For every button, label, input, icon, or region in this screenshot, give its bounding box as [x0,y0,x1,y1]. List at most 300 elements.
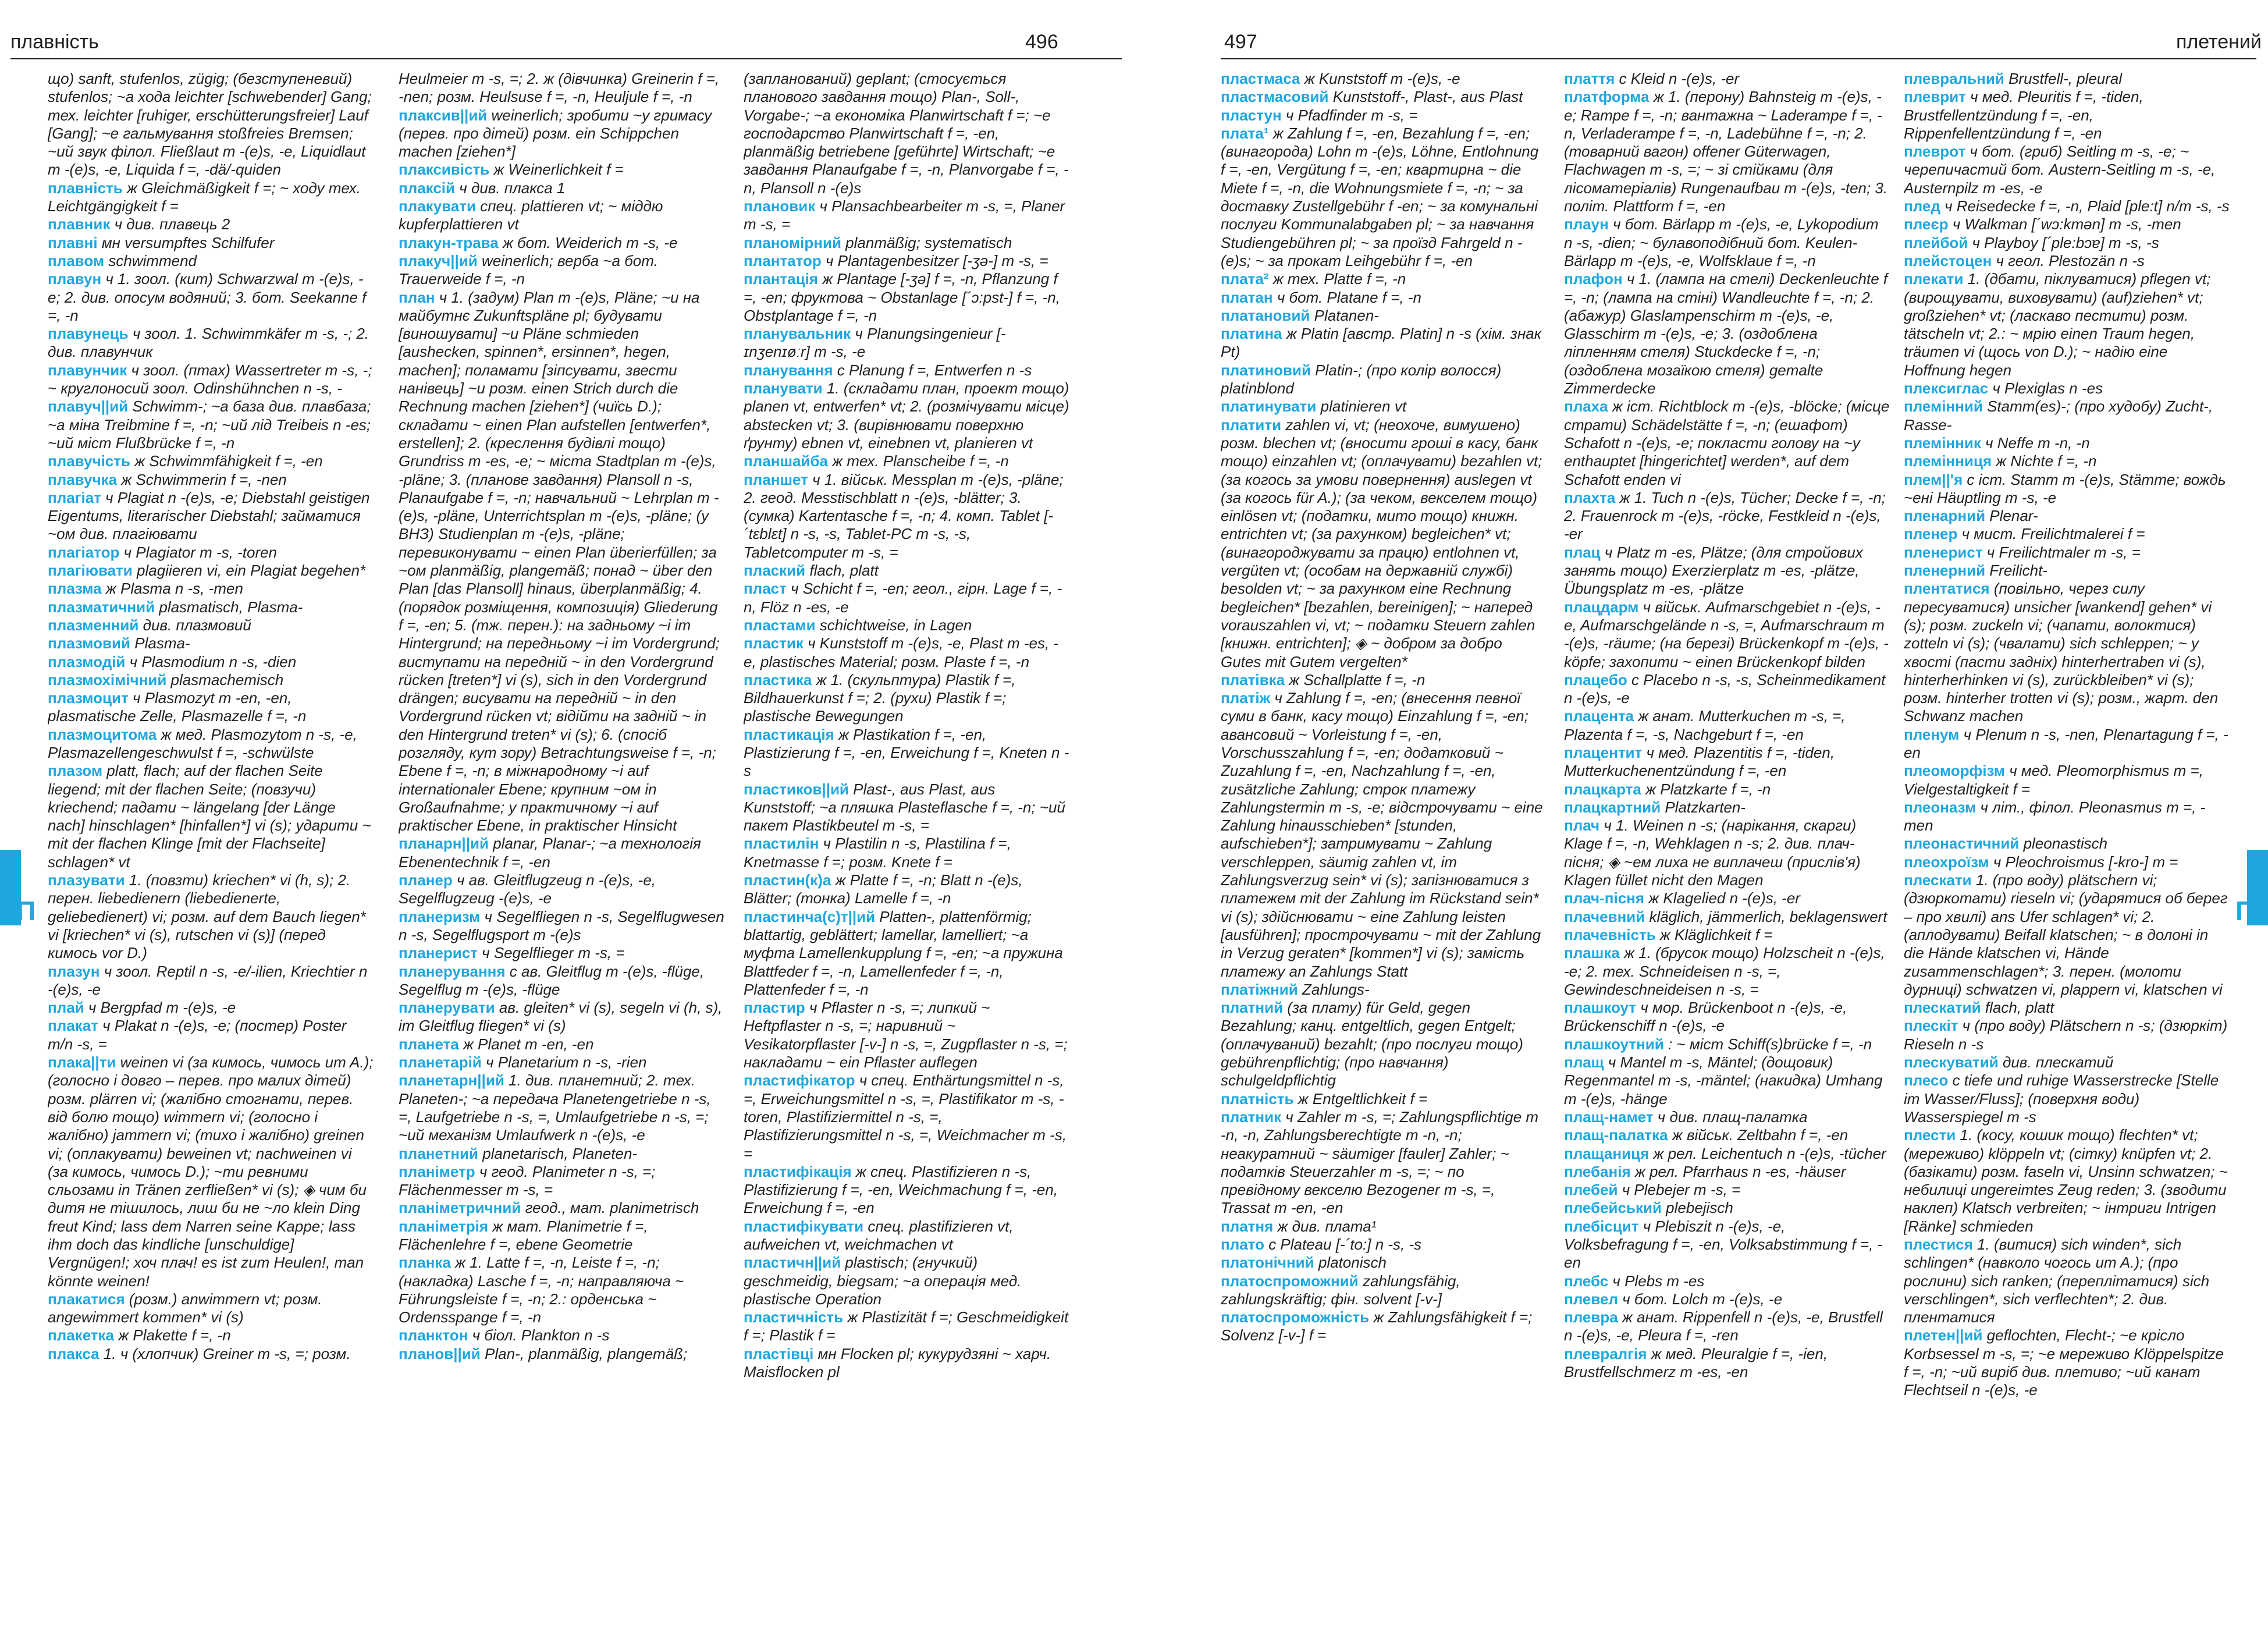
entry-headword: плентатися [1904,580,1990,598]
dictionary-entry [1564,544,1890,598]
dictionary-entry [1564,1126,1890,1144]
dictionary-entry [399,1163,724,1200]
dictionary-entry [1221,70,1547,88]
dictionary-entry [1564,926,1890,944]
dictionary-entry [744,580,1069,616]
entry-headword: платформа [1564,88,1650,106]
dictionary-entry [1221,125,1547,270]
entry-headword: пленерист [1904,543,1983,561]
entry-translation: ч Pleochroismus [-kro-] m = [1993,853,2178,871]
entry-translation: ж 1. Tuch n -(e)s, Tücher; Decke f =, -n; 2. Frauenrock m -(e)s, -röcke, Festkleid n -(e)s, -er [1564,488,1886,543]
entry-translation: 1. ч (хлопчик) Greiner m -s, =; розм. [103,1344,351,1362]
entry-headword: платіжний [1221,980,1298,998]
entry-translation: ж Plastizität f =; Geschmeidigkeit f =; Plastik f = [744,1308,1069,1344]
right-column-2 [1564,70,1890,1635]
dictionary-entry [1564,398,1890,488]
entry-translation: flach, platt [809,562,879,580]
dictionary-entry [1221,689,1547,981]
entry-translation: ч зоол. 1. Schwimmkäfer m -s, -; 2. див. плавунчик [48,325,369,361]
entry-translation: ч Plansachbearbeiter m -s, =, Planer m -s, = [744,197,1065,233]
entry-headword: платоспроможний [1221,1272,1359,1290]
dictionary-entry [744,1345,1069,1382]
entry-headword: пленум [1904,725,1960,743]
dictionary-entry [1564,88,1890,215]
entry-headword: платівка [1221,670,1285,689]
dictionary-entry [1904,471,2230,508]
dictionary-entry [1564,1181,1890,1199]
entry-translation: Platanen- [1314,306,1379,324]
dictionary-entry [48,234,374,252]
entry-translation: ч Plastilin n -s, Plastilina f =, Knetmasse f =; розм. Knete f = [744,835,1011,871]
dictionary-entry [48,871,374,962]
entry-translation: ж Plasma n -s, -men [105,580,243,598]
entry-headword: плай [48,999,84,1017]
dictionary-entry [48,252,374,270]
dictionary-entry [48,179,374,216]
entry-translation: ч Planungsingenieur [-ɪnʒenɪøːr] m -s, -e [744,325,1006,361]
entry-translation: с Plateau [-´to:] n -s, -s [1268,1236,1422,1253]
dictionary-entry [1564,598,1890,671]
dictionary-entry [1564,1108,1890,1126]
entry-translation: ч Plebiszit n -(e)s, -e, Volksbefragung f =, -en, Volksabstimmung f =, -en [1564,1217,1883,1272]
entry-translation: Brustfell-, pleural [2009,70,2123,87]
entry-translation: ч Bergpfad m -(e)s, -e [88,999,236,1017]
entry-headword: плавучість [48,452,130,470]
dictionary-entry [48,270,374,325]
entry-headword: плаха [1564,398,1608,416]
entry-headword: планшайба [744,452,829,470]
entry-translation: ч Plebs m -es [1612,1272,1705,1290]
entry-translation: ч Neffe m -n, -n [1985,434,2090,452]
entry-headword: плавуч||ий [48,398,129,416]
entry-translation: ч Kunststoff m -(e)s, -e, Plast m -es, -e, plastisches Material; розм. Plaste f =, -n [744,634,1059,670]
dictionary-entry [744,616,1069,634]
entry-headword: плейстоцен [1904,251,1992,269]
dictionary-entry [744,671,1069,726]
entry-translation: ав. gleiten* vi (s), segeln vi (h, s), im Gleitflug fliegen* vi (s) [399,999,723,1035]
entry-headword: плакетка [48,1326,115,1344]
dictionary-entry [1904,507,2230,525]
entry-headword: планшет [744,470,808,488]
entry-translation: ж Schwimmerin f =, -nen [121,470,287,488]
dictionary-entry [1904,434,2230,452]
dictionary-entry [1904,562,2230,580]
entry-translation: ж анат. Rippenfell n -(e)s, -e, Brustfell n -(e)s, -e, Pleura f =, -ren [1564,1308,1883,1344]
entry-translation: Plast-, aus Plast, aus Kunststoff; ~а пляшка Plasteflasche f =, -n; ~ий пакет Plastikbeutel m -s, = [744,780,1065,835]
entry-translation: ч спец. Enthärtungsmittel n -s, =, Erweichungsmittel n -s, =, Plastifikator m -s, -toren, Plastifiziermittel n -s, =, Plastifizierungsmittel n -s, =, Weichmacher m -s, = [744,1071,1067,1162]
entry-headword: пластичн||ий [744,1254,841,1272]
dictionary-entry [1904,452,2230,470]
entry-headword: плаття [1564,70,1615,87]
entry-translation: plasmatisch, Plasma- [159,598,303,616]
entry-headword: плебей [1564,1181,1618,1199]
entry-translation: Platten-, plattenförmig; blattartig, geblättert; lamellar, lamelliert; ~а муфта Lamellenkupplung f =, -en; ~а пружина Blattfeder f =, -n, Lamellenfeder f =, -n, Plattenfeder f =, -n [744,907,1063,998]
entry-translation: ж Planet m -en, -en [463,1035,594,1053]
entry-headword: пластинча(с)т||ий [744,907,876,925]
entry-headword: плекати [1904,270,1964,288]
entry-translation: ч див. плавець 2 [114,215,230,233]
entry-headword: планктон [399,1326,468,1344]
dictionary-entry [1564,1290,1890,1308]
dictionary-entry [48,598,374,616]
entry-translation: plasmachemisch [170,670,284,689]
entry-translation: ч мед. Plazentitis f =, -tiden, Mutterkuchenentzündung f =, -en [1564,743,1835,780]
entry-headword: плачевний [1564,907,1645,925]
entry-translation: Schwimm-; ~а база див. плавбаза; ~а міна Treibmine f =, -n; ~ий лід Treibeis n -es; ~ий міст Flußbrücke f =, -n [48,398,371,452]
entry-headword: плеоморфізм [1904,762,2006,780]
entry-translation: що) sanft, stufenlos, zügig; (безступеневий) stufenlos; ~а хода leichter [schwebender] Gang; тех. leichter [ruhiger, erschütterungsfreier] Lauf [Gang]; ~е гальмування stoßfreies Bremsen; ~ий звук філол. Fließlaut m -(e)s, -e, Liquidlaut m -(e)s, -e, Liquida f =, -dä/-quiden [48,70,372,179]
dictionary-entry [744,361,1069,379]
dictionary-entry [744,270,1069,325]
entry-translation: с іст. Stamm m -(e)s, Stämme; вождь ~ені Häuptling m -s, -e [1904,470,2226,506]
entry-headword: плавні [48,233,98,251]
dictionary-entry [744,780,1069,835]
entry-translation: ж Plastikation f =, -en, Plastizierung f =, -en, Erweichung f =, Kneten n -s [744,725,1069,780]
dictionary-entry [48,1290,374,1327]
dictionary-entry [48,1017,374,1053]
entry-translation: 1. (витися) sich winden*, sich schlingen* (навколо чогось um A.); (про рослини) sich ranken; (переплітатися) sich verschlingen*, sich verflechten*; 2. див. плентатися [1904,1236,2210,1326]
dictionary-entry [1904,1126,2230,1236]
right-column-3 [1904,70,2230,1635]
dictionary-entry [48,452,374,470]
dictionary-entry [1904,1326,2230,1399]
entry-translation: ж Schwimmfähigkeit f =, -en [134,452,323,470]
entry-translation: ч Pfadfinder m -s, = [1285,106,1418,124]
entry-headword: плантатор [744,251,822,269]
entry-translation: ч див. плащ-палатка [1657,1108,1808,1126]
dictionary-entry [1221,416,1547,671]
entry-headword: плебісцит [1564,1217,1639,1235]
entry-headword: плацебо [1564,670,1627,689]
dictionary-entry [744,379,1069,452]
entry-translation: ж 1. Latte f =, -n, Leiste f =, -n; (накладка) Lasche f =, -n; направляюча ~ Führungsleiste f =, -n; 2.: орденська ~ Ordensspange f =, -n [399,1254,684,1326]
entry-headword: плацента [1564,707,1634,725]
entry-translation: ч Walkman [´wɔ:kmən] m -s, -men [1952,215,2181,233]
entry-headword: плато [1221,1236,1264,1253]
dictionary-entry [1904,1053,2230,1071]
entry-headword: плагіат [48,488,101,506]
dictionary-entry [399,289,724,835]
dictionary-entry [744,726,1069,780]
entry-translation: ч Plagiat n -(e)s, -e; Diebstahl geistigen Eigentums, literarischer Diebstahl; займатися ~ом див. плагіювати [48,488,370,543]
entry-translation: Plasma- [134,634,190,652]
entry-translation: (запланований) geplant; (стосується планового завдання тощо) Plan-, Soll-, Vorgabe-; ~а економіка Planwirtschaft f =; ~е господарство Planwirtschaft f =, -en, planmäßig betriebene [geführte] Wirtschaft; ~е завдання Planaufgabe f =, -n, Planvorgabe f =, -n, Plansoll n -(e)s [744,70,1069,197]
entry-translation: ч Plasmozyt m -en, -en, plasmatische Zelle, Plasmazelle f =, -n [48,689,307,725]
entry-translation: с tiefe und ruhige Wasserstrecke [Stelle im Wasser/Fluss]; (поверхня води) Wasserspiegel m -s [1904,1071,2219,1126]
entry-headword: плавунець [48,325,129,343]
entry-translation: ч геол. Plestozän n -s [1996,251,2145,269]
dictionary-entry [1564,1308,1890,1345]
entry-translation: zahlen vi, vt; (неохоче, вимушено) розм. blechen vt; (вносити гроші в касу, банк тощо) einzahlen vt; (оплачувати) bezahlen vt; (за когось за умови повернення) auslegen vt (за когось für A.); (за чеком, векселем тощо) einlösen vt; (податки, мито тощо) книжн. entrichten vt; (за рахунком) begleichen* vt; (винагороджувати за працю) entlohnen vt, vergüten vt; (особам на державній службі) besolden vt; ~ за рахунком eine Rechnung begleichen* [bezahlen, bereinigen]; ~ наперед vorauszahlen vi, vt; ~ податки Steuern zahlen [книжн. entrichten]; ◈ ~ добром за добро Gutes mit Gutem vergelten* [1221,416,1542,670]
entry-translation: с Kleid n -(e)s, -er [1619,70,1740,87]
dictionary-entry [1221,1272,1547,1309]
entry-translation: ч Plexiglas n -es [1992,379,2103,398]
dictionary-entry [1564,671,1890,708]
entry-headword: платоспроможність [1221,1308,1370,1326]
entry-translation: мн Flocken pl; кукурудзяні ~ харч. Maisflocken pl [744,1344,1051,1381]
entry-translation: с ав. Gleitflug m -(e)s, -flüge, Segelflug m -(e)s, -flüge [399,962,705,998]
dictionary-entry [1221,88,1547,106]
entry-translation: ч військ. Aufmarschgebiet n -(e)s, -e, Aufmarschgelände n -s, =, Aufmarschraum m -(e)s, -räume; (на березі) Brückenkopf m -(e)s, -köpfe; захопити ~ einen Brückenkopf bilden [1564,598,1889,670]
entry-translation: с Placebo n -s, -s, Scheinmedikament n -(e)s, -e [1564,670,1886,707]
dictionary-entry [1904,580,2230,725]
entry-translation: ж мат. Planimetrie f =, Flächenlehre f =, ebene Geometrie [399,1217,648,1253]
dictionary-entry [1904,270,2230,379]
entry-translation: platinieren vt [1320,398,1407,416]
entry-headword: планетний [399,1144,478,1162]
entry-headword: пластин(к)а [744,871,831,889]
dictionary-entry [1564,1345,1890,1382]
dictionary-entry [399,1254,724,1326]
dictionary-entry [744,1308,1069,1345]
dictionary-entry [744,1071,1069,1162]
entry-translation: kläglich, jämmerlich, beklagenswert [1649,907,1887,925]
dictionary-entry [1564,270,1890,398]
left-column-1 [48,70,374,1635]
entry-translation: ч Plenum n -s, -nen, Plenartagung f =, -en [1904,725,2228,761]
entry-headword: плазменний [48,616,139,634]
dictionary-entry [1221,1108,1547,1218]
dictionary-entry [1904,70,2230,88]
entry-translation: ч мед. Pleomorphismus m =, Vielgestaltigkeit f = [1904,762,2203,798]
entry-translation: спец. plattieren vt; ~ міддю kupferplattieren vt [399,197,663,233]
entry-headword: пласт [744,580,787,598]
entry-headword: планерист [399,944,478,962]
entry-headword: платіж [1221,689,1271,707]
entry-headword: плач-пісня [1564,889,1645,907]
dictionary-entry [48,1345,374,1363]
entry-headword: плазмоцитома [48,725,157,743]
left-thumb-letter: П [16,896,36,926]
dictionary-entry [1564,489,1890,544]
entry-headword: плакса [48,1344,99,1362]
entry-translation: (за плату) für Geld, gegen Bezahlung; канц. entgeltlich, gegen Entgelt; (оплачуваний) bezahlt; (про послуги тощо) gebührenpflichtig; (про навчання) schulgeldpflichtig [1221,999,1523,1090]
entry-headword: плаский [744,562,806,580]
entry-headword: плаксивість [399,161,490,179]
entry-translation: Platzkarten- [1665,798,1746,816]
entry-translation: Zahlungs- [1302,980,1370,998]
entry-translation: ч мед. Pleuritis f =, -tiden, Brustfellentzündung f =, -en, Rippenfellentzündung f =, -en [1904,88,2143,142]
entry-headword: пластика [744,670,812,689]
entry-headword: плаксій [399,179,456,197]
entry-headword: плака||ти [48,1053,116,1071]
entry-headword: платня [1221,1217,1274,1235]
entry-translation: ч 1. військ. Messplan m -(e)s, -pläne; 2. геод. Messtischblatt n -(e)s, -blätter; 3. (сумка) Kartentasche f =, -n; 4. комп. Tablet [-´tɛblɛt] n -s, -s, Tablet-PC m -s, -s, Tabletcomputer m -s, = [744,470,1064,561]
dictionary-entry [48,963,374,999]
dictionary-entry [1904,544,2230,562]
entry-headword: пластикація [744,725,834,743]
entry-translation: ч Segelfliegen n -s, Segelflugwesen n -s, Segelflugsport m -(e)s [399,907,724,943]
dictionary-entry [1221,398,1547,416]
dictionary-entry [48,325,374,361]
dictionary-entry [48,634,374,652]
entry-headword: планов||ий [399,1344,481,1362]
entry-translation: геод., мат. planimetrisch [525,1199,699,1217]
dictionary-entry [1904,835,2230,853]
dictionary-entry [399,908,724,945]
entry-translation: 1. (складати план, проект тощо) planen vt, entwerfen* vt; 2. (розмічувати місце) abstecken vt; 3. (вирівнювати поверхню ґрунту) ebnen vt, einebnen vt, planieren vt [744,379,1069,452]
entry-headword: плакатися [48,1290,125,1308]
entry-translation: ж 1. (брусок тощо) Holzscheit n -(e)s, -e; 2. тех. Schneideisen n -s, =, Gewindeschneideisen n -s, = [1564,944,1885,998]
right-page-number: 497 [1224,31,1257,53]
entry-headword: плаксив||ий [399,106,488,124]
entry-headword: плексиглас [1904,379,1989,398]
entry-headword: планувати [744,379,823,398]
dictionary-entry [1221,1308,1547,1345]
entry-translation: ч Schicht f =, -en; геол., гірн. Lage f =, -n, Flöz n -es, -e [744,580,1062,616]
dictionary-entry [1904,88,2230,143]
entry-translation: ж Gleichmäßigkeit f =; ~ ходу тех. Leichtgängigkeit f = [48,179,361,215]
entry-translation: pleonastisch [2023,835,2108,853]
dictionary-entry [1564,744,1890,780]
entry-translation: ж мед. Plasmozytom n -s, -e, Plasmazellengeschwulst f =, -schwülste [48,725,357,761]
entry-headword: плем||'я [1904,470,1963,488]
entry-translation: ч літ., філол. Pleonasmus m =, -men [1904,798,2206,835]
entry-headword: плакат [48,1017,98,1035]
entry-headword: плащаниця [1564,1144,1650,1162]
entry-translation: ч 1. (задум) Plan m -(e)s, Pläne; ~и на майбутнє Zukunftspläne pl; будувати [виношувати] ~и Pläne schmieden [aushecken, spinnen*, ersinnen*, hegen, machen]; поламати [зіпсувати, звести нанівець] ~и розм. einen Strich durch die Rechnung machen [ziehen*] (чиїсь D.); складати ~ einen Plan aufstellen [entwerfen*, erstellen]; 2. (креслення будівлі тощо) Grundriss m -es, -e; ~ міста Stadtplan m -(e)s, -pläne; 3. (планове завдання) Plansoll n -s, Planaufgabe f =, -n; навчальний ~ Lehrplan m -(e)s, -pläne, Unterrichtsplan m -(e)s, -pläne; (у ВНЗ) Studienplan m -(e)s, -pläne; перевиконувати ~ einen Plan überierfüllen; за ~ом planmäßig, plangemäß; понад ~ über den Plan [das Plansoll] hinaus, überplanmäßig; 4. (порядок розміщення, композиція) Gliederung f =, -en; 5. (тж. перен.): на задньому ~і im Hintergrund; на передньому ~і im Vordergrund; виступати на передній ~ in den Vordergrund rücken [treten*] vi (s), sich in den Vordergrund drängen; висувати на передній ~ in den Vordergrund rücken vt; відійти на задній ~ in den Hintergrund treten* vi (s); 6. (спосіб розгляду, кут зору) Betrachtungsweise f =, -n; Ebene f =, -n; в міжнародному ~і auf internationaler Ebene; крупним ~ом in Großaufnahme; у практичному ~і auf praktischer Ebene, in praktischer Hinsicht [399,288,720,835]
entry-headword: плавучка [48,470,118,488]
entry-headword: платник [1221,1108,1282,1126]
dictionary-entry [399,1053,724,1071]
dictionary-entry [399,234,724,252]
entry-headword: планета [399,1035,459,1053]
entry-headword: плескіт [1904,1017,1958,1035]
entry-translation: ж анат. Mutterkuchen m -s, =, Plazenta f =, -s, Nachgeburt f =, -en [1564,707,1846,743]
entry-headword: плашкоут [1564,999,1637,1017]
entry-translation: 1. (про воду) plätschern vi; (дзюркотати) rieseln vi; (ударятися об берег – про хвилі) ans Ufer schlagen* vi; 2. (аплодувати) Beifall klatschen; ~ в долоні in die Hände klatschen vi, Hände zusammenschlagen*; 3. перен. (молоти дурниці) schwatzen vi, plappern vi, klatschen vi [1904,871,2228,998]
entry-translation: ч 1. (лампа на стелі) Deckenleuchte f =, -n; (лампа на стіні) Wandleuchte f =, -n; 2. (абажур) Glaslampenschirm m -(e)s, -e, Glasschirm m -(e)s, -e; 3. (оздоблена ліпленням стеля) Stuckdecke f =, -n; (оздоблена мозаїкою стеля) gemalte Zimmerdecke [1564,270,1888,398]
entry-headword: пластилін [744,835,819,853]
entry-headword: плевел [1564,1290,1618,1308]
dictionary-entry [1221,1254,1547,1272]
entry-headword: планетарій [399,1053,482,1071]
entry-translation: ч бот. Bärlapp m -(e)s, -e, Lykopodium n -s, -dien; ~ булавоподібний бот. Keulen-Bärlapp m -(e)s, -e, Wolfsklaue f =, -n [1564,215,1879,269]
dictionary-entry [1221,671,1547,689]
entry-translation: zahlungsfähig, zahlungskräftig; фін. solvent [-v-] [1221,1272,1460,1308]
dictionary-entry [1904,799,2230,835]
dictionary-entry [1221,1236,1547,1254]
entry-headword: плазмодій [48,652,126,670]
dictionary-entry [1221,107,1547,125]
entry-translation: Freilicht- [1989,562,2047,580]
entry-headword: плавун [48,270,102,288]
dictionary-entry [1564,999,1890,1035]
dictionary-entry [744,452,1069,470]
entry-headword: плацкартний [1564,798,1661,816]
entry-translation: ч Reisedecke f =, -n, Plaid [ple:t] n/m -s, -s [1944,197,2230,215]
dictionary-entry [48,70,374,179]
entry-headword: планіметр [399,1162,475,1180]
dictionary-entry [1221,289,1547,307]
entry-headword: плавник [48,215,111,233]
entry-headword: плацкарта [1564,780,1641,798]
dictionary-entry [1221,361,1547,398]
dictionary-entry [1904,215,2230,233]
dictionary-entry [744,835,1069,871]
entry-translation: ч Plasmodium n -s, -dien [129,652,297,670]
entry-headword: плач [1564,817,1600,835]
left-column-2 [399,70,724,1635]
entry-translation: weinerlich; зробити ~у гримасу (перев. про дітей) розм. ein Schippchen machen [ziehen*] [399,106,712,161]
entry-headword: планіметричний [399,1199,521,1217]
entry-translation: ч Plagiator m -s, -toren [123,543,278,561]
entry-translation: ж Platte f =, -n; Blatt n -(e)s, Blätter; (тонка) Lamelle f =, -n [744,871,1023,907]
dictionary-entry [1904,398,2230,434]
dictionary-entry [1564,1218,1890,1272]
dictionary-entry [1904,999,2230,1017]
entry-headword: платинувати [1221,398,1317,416]
entry-headword: пленерний [1904,562,1986,580]
dictionary-entry [399,179,724,197]
entry-headword: пластифікація [744,1162,852,1180]
entry-headword: плата² [1221,270,1269,288]
entry-headword: планіметрія [399,1217,488,1235]
entry-translation: (повільно, через силу пересуватися) unsicher [wankend] gehen* vi (s); розм. zuckeln vi; (чапати, волоктися) zotteln vi (s); (чвалати) sich schleppen; ~ у хвості (пасти задніх) hinterhertraben vi (s), hinterherhinken vi (s), zurückbleiben* vi (s); розм. hinterher trotten vi (s); розм., жарт. den Schwanz machen [1904,580,2219,725]
entry-translation: ч Planetarium n -s, -rien [486,1053,647,1071]
entry-translation: Plenar- [1989,507,2038,525]
dictionary-entry [48,471,374,489]
dictionary-entry [1904,871,2230,999]
dictionary-entry [744,908,1069,999]
dictionary-entry [1904,234,2230,252]
entry-translation: plagiieren vi, ein Plagiat begehen* [137,562,366,580]
dictionary-entry [1904,143,2230,197]
entry-headword: плевралгія [1564,1344,1647,1362]
entry-translation: platt, flach; auf der flachen Seite liegend; mit der flachen Seite; (повзучи) kriechend; падати ~ längelang [der Länge nach] hinschlagen* [hinfallen*] vi (s); ударити ~ mit der flachen Klinge [mit der Flachseite] schlagen* vt [48,762,371,871]
dictionary-entry [399,1326,724,1344]
entry-headword: пластиков||ий [744,780,849,798]
entry-translation: ж Plakette f =, -n [118,1326,231,1344]
entry-translation: ч геод. Planimeter n -s, =; Flächenmesser m -s, = [399,1162,656,1199]
entry-translation: ч Plebejer m -s, = [1622,1181,1741,1199]
dictionary-entry [1564,1163,1890,1181]
dictionary-entry [48,1053,374,1290]
dictionary-entry [399,944,724,962]
entry-translation: weinen vi (за кимось, чимось um A.); (голосно і довго – перев. про малих дітей) розм. plärren vi; (жалібно стогнати, перев. від болю тощо) wimmern vi; (голосно і жалібно) jammern vi; (тихо і жалібно) greinen vi; (оплакувати) beweinen vt; nachweinen vi (за кимось, чимось D.); ~ти ревними сльозами in Tränen zerfließen* vi (s); ◈ чим би дитя не тішилось, лиш би не ~ло klein Ding freut Kind; lass dem Narren seine Kappe; lass ihm doch das kindliche [unschuldige] Vergnügen!; хоч плач! es ist zum Heulen!, man könnte weinen! [48,1053,374,1290]
entry-translation: planetarisch, Planeten- [482,1144,638,1162]
dictionary-entry [1564,215,1890,270]
entry-headword: плеврот [1904,143,1966,161]
entry-translation: ж тех. Planscheibe f =, -n [832,452,1009,470]
entry-headword: племінниця [1904,452,1992,470]
entry-translation: ж Platin [австр. Platin] n -s (хім. знак Pt) [1221,325,1542,361]
dictionary-entry [399,835,724,871]
entry-translation: ч Playboy [´ple:bɔɐ] m -s, -s [1972,233,2159,251]
entry-translation: ж 1. (скульптура) Plastik f =, Bildhauerkunst f =; 2. (рухи) Plastik f =; plastische Bewegungen [744,670,1016,725]
entry-translation: 1. (дбати, піклуватися) pflegen vt; (вирощувати, виховувати) (auf)ziehen* vt; großziehen* vt; (ласкаво пестити) розм. tätscheln vt; 2.: ~ мрію einen Traum hegen, träumen vi (щось von D.); ~ надію eine Hoffnung hegen [1904,270,2211,379]
entry-headword: платина [1221,325,1282,343]
entry-translation: schichtweise, in Lagen [819,616,972,634]
entry-headword: плащ [1564,1053,1604,1071]
dictionary-entry [1564,944,1890,999]
dictionary-entry [744,1163,1069,1218]
dictionary-entry [48,398,374,452]
entry-headword: племінник [1904,434,1981,452]
entry-translation: Platin-; (про колір волосся) platinblond [1221,361,1502,398]
dictionary-entry [1904,1017,2230,1053]
dictionary-entry [1564,1035,1890,1053]
dictionary-entry [399,1199,724,1217]
entry-headword: планетарн||ий [399,1071,504,1090]
entry-translation: ч Zahler m -s, =; Zahlungspflichtige m -n, -n, Zahlungsberechtigte m -n, -n; неакуратний ~ säumiger [fauler] Zahler; ~ податків Steuerzahler m -s, =; ~ по превідному векселю Bezogener m -s, =, Trassat m -en, -en [1221,1108,1539,1217]
entry-headword: плащ-намет [1564,1108,1654,1126]
entry-translation: Plan-, planmäßig, plangemäß; [485,1344,688,1362]
dictionary-entry [399,1345,724,1363]
entry-translation: ж рел. Pfarrhaus n -es, -häuser [1634,1162,1846,1180]
entry-translation: Stamm(es)-; (про худобу) Zucht-, Rasse- [1904,398,2213,434]
dictionary-entry [48,616,374,634]
